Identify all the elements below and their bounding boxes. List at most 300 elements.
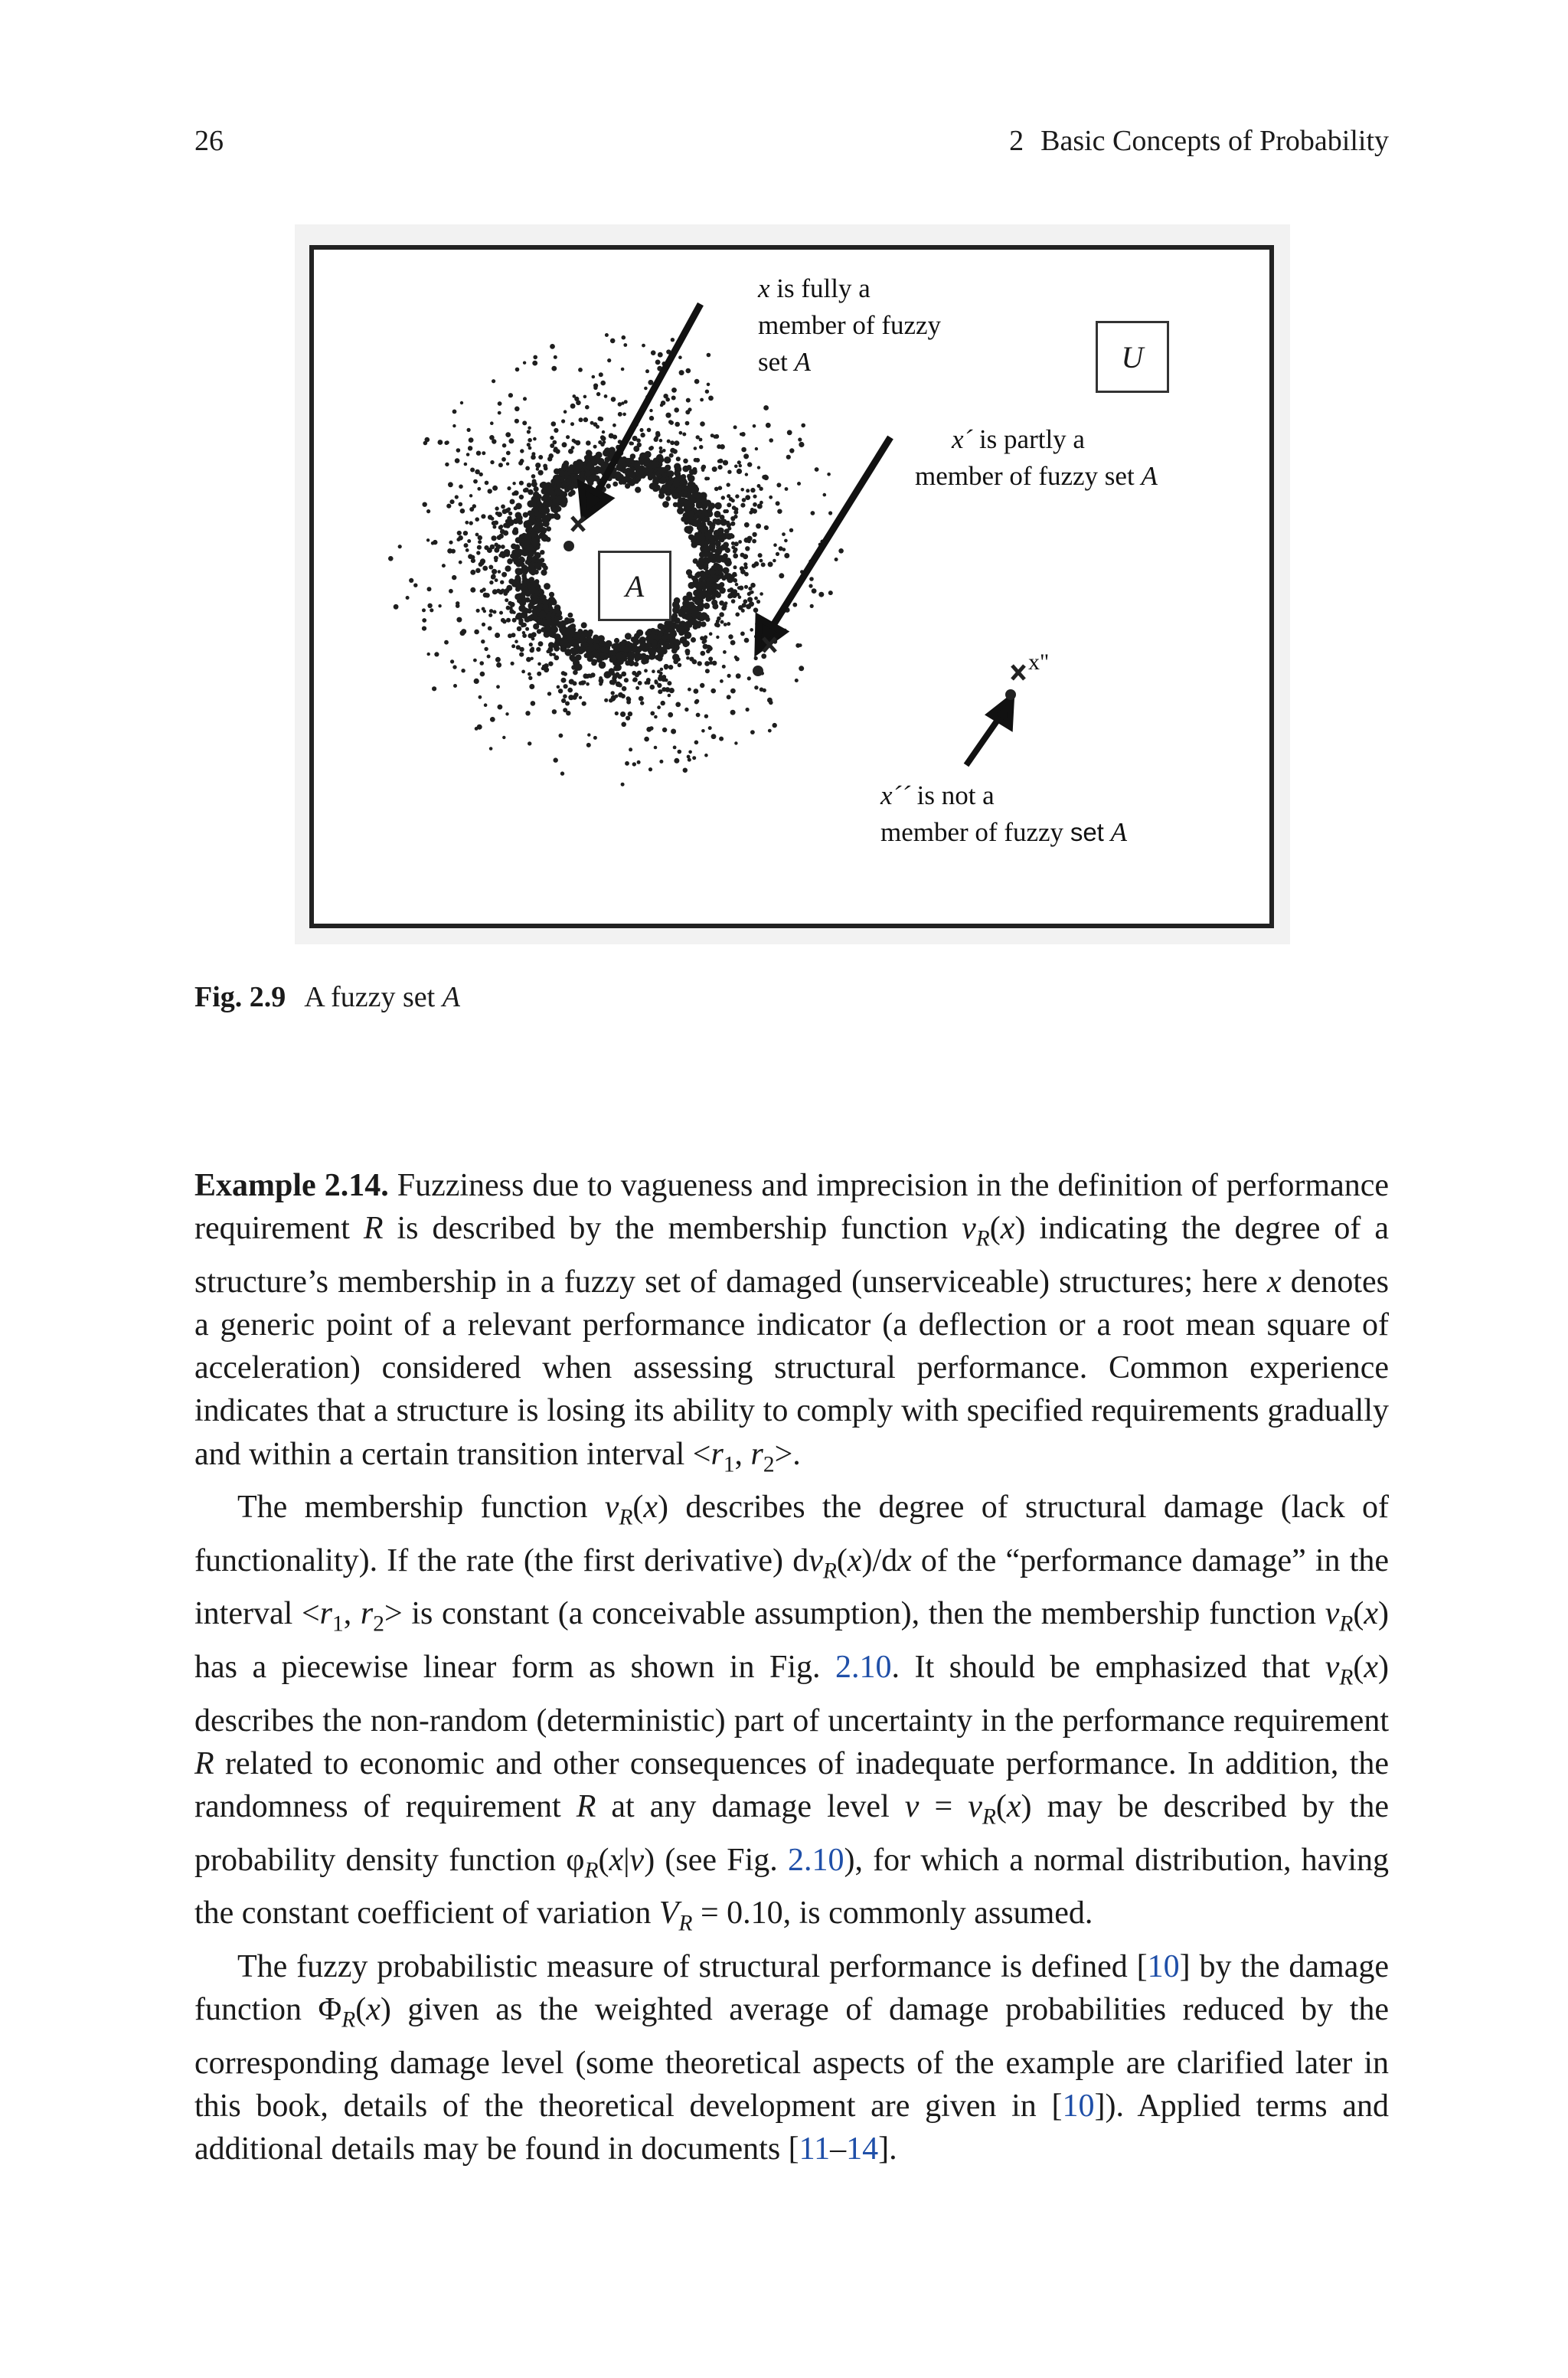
stipple-dot: [500, 581, 504, 584]
stipple-dot: [543, 499, 549, 505]
stipple-dot: [593, 736, 597, 740]
stipple-dot: [699, 438, 703, 442]
stipple-dot: [475, 727, 479, 731]
stipple-dot: [517, 598, 522, 603]
stipple-dot: [632, 677, 637, 682]
stipple-dot: [754, 561, 760, 567]
stipple-dot: [750, 628, 753, 632]
stipple-dot: [522, 576, 528, 581]
stipple-dot: [388, 556, 394, 561]
stipple-dot: [694, 379, 700, 384]
stipple-dot: [492, 569, 497, 574]
stipple-dot: [498, 705, 503, 710]
stipple-dot: [658, 352, 663, 358]
stipple-dot: [694, 446, 697, 450]
ref-10[interactable]: 10: [1147, 1948, 1180, 1984]
stipple-dot: [687, 755, 691, 759]
stipple-dot: [635, 686, 639, 690]
stipple-dot: [599, 372, 603, 377]
stipple-dot: [685, 421, 690, 426]
stipple-dot: [694, 689, 699, 694]
ref-14[interactable]: 14: [846, 2131, 879, 2167]
stipple-dot: [669, 644, 675, 649]
stipple-dot: [519, 495, 524, 499]
stipple-dot: [513, 527, 518, 532]
stipple-dot: [719, 737, 724, 741]
stipple-dot: [704, 715, 708, 718]
stipple-dot: [727, 594, 732, 599]
stipple-dot: [768, 561, 773, 567]
stipple-dot: [488, 626, 492, 631]
stipple-dot: [498, 570, 501, 574]
stipple-dot: [707, 477, 710, 481]
stipple-dot: [725, 509, 729, 513]
stipple-dot: [422, 618, 426, 623]
stipple-dot: [743, 562, 747, 566]
stipple-dot: [652, 669, 655, 673]
stipple-dot: [522, 420, 527, 425]
stipple-dot: [611, 672, 615, 675]
stipple-dot: [637, 443, 642, 447]
stipple-dot: [652, 461, 658, 468]
stipple-dot: [585, 470, 591, 476]
stipple-dot: [499, 611, 503, 615]
stipple-dot: [550, 344, 555, 349]
ref-11[interactable]: 11: [799, 2131, 831, 2167]
stipple-dot: [510, 499, 515, 505]
stipple-dot: [668, 694, 671, 698]
stipple-dot: [559, 470, 565, 476]
stipple-dot: [727, 695, 731, 699]
stipple-dot: [514, 407, 520, 412]
stipple-dot: [691, 620, 695, 625]
stipple-dot: [694, 492, 701, 499]
stipple-dot: [478, 540, 482, 544]
stipple-dot: [553, 513, 559, 519]
stipple-dot: [470, 587, 475, 593]
stipple-dot: [515, 568, 522, 575]
stipple-dot: [700, 683, 704, 688]
chapter-number: 2: [1009, 125, 1024, 157]
stipple-dot: [721, 496, 725, 499]
stipple-dot: [634, 662, 639, 667]
stipple-dot: [529, 684, 534, 689]
stipple-dot: [442, 564, 446, 568]
link-fig-2-10-b[interactable]: 2.10: [787, 1842, 844, 1878]
stipple-dot: [762, 475, 766, 479]
stipple-dot: [729, 587, 733, 592]
stipple-dot: [519, 481, 524, 486]
set-a-label-box: A: [598, 551, 671, 621]
stipple-dot: [531, 609, 537, 615]
stipple-dot: [547, 692, 551, 695]
stipple-dot: [450, 659, 454, 663]
stipple-dot: [657, 630, 663, 636]
stipple-dot: [623, 646, 629, 653]
stipple-dot: [492, 525, 496, 529]
stipple-dot: [753, 424, 756, 428]
stipple-dot: [507, 558, 513, 564]
stipple-dot: [672, 601, 679, 608]
stipple-dot: [687, 595, 692, 600]
stipple-dot: [753, 607, 759, 613]
stipple-dot: [452, 424, 456, 427]
stipple-dot: [456, 448, 461, 453]
stipple-dot: [755, 447, 758, 450]
stipple-dot: [490, 717, 495, 722]
stipple-dot: [709, 577, 715, 583]
stipple-dot: [488, 565, 493, 570]
stipple-dot: [835, 558, 838, 561]
stipple-dot: [508, 601, 512, 606]
stipple-dot: [747, 676, 751, 680]
stipple-dot: [704, 661, 710, 666]
stipple-dot: [614, 643, 621, 649]
stipple-dot: [573, 634, 580, 640]
stipple-dot: [489, 609, 493, 613]
stipple-dot: [544, 631, 550, 638]
stipple-dot: [694, 598, 701, 605]
stipple-dot: [714, 487, 719, 492]
stipple-dot: [518, 549, 523, 554]
stipple-dot: [501, 545, 505, 549]
stipple-dot: [533, 437, 537, 441]
stipple-dot: [495, 506, 498, 510]
stipple-dot: [727, 470, 731, 474]
stipple-dot: [490, 545, 495, 550]
stipple-dot: [686, 569, 692, 575]
stipple-dot: [651, 350, 656, 355]
stipple-dot: [768, 729, 772, 733]
stipple-dot: [610, 339, 616, 344]
stipple-dot: [655, 433, 660, 437]
stipple-dot: [607, 672, 612, 677]
stipple-dot: [769, 701, 773, 705]
stipple-dot: [561, 419, 565, 423]
stipple-dot: [644, 387, 648, 391]
stipple-dot: [734, 656, 738, 659]
stipple-dot: [724, 623, 727, 626]
stipple-dot: [686, 602, 693, 609]
stipple-dot: [550, 436, 554, 440]
stipple-dot: [449, 589, 453, 594]
link-fig-2-10[interactable]: 2.10: [835, 1649, 892, 1685]
stipple-dot: [502, 620, 507, 624]
stipple-dot: [721, 606, 727, 611]
stipple-dot: [489, 581, 493, 584]
stipple-dot: [477, 487, 481, 491]
stipple-dot: [446, 504, 451, 509]
stipple-dot: [460, 630, 466, 636]
stipple-dot: [586, 743, 591, 747]
stipple-dot: [708, 396, 714, 401]
stipple-dot: [621, 783, 625, 787]
stipple-dot: [583, 417, 588, 422]
stipple-dot: [622, 335, 626, 340]
stipple-dot: [593, 384, 598, 388]
stipple-dot: [599, 676, 603, 680]
stipple-dot: [612, 482, 618, 487]
stipple-dot: [551, 366, 557, 371]
stipple-dot: [714, 555, 721, 562]
stipple-dot: [697, 581, 704, 587]
stipple-dot: [512, 618, 517, 623]
stipple-dot: [661, 486, 668, 492]
stipple-dot: [735, 583, 739, 587]
stipple-dot: [568, 613, 573, 618]
figure-fuzzy-set: [295, 224, 1290, 944]
stipple-dot: [637, 761, 641, 764]
stipple-dot: [782, 532, 786, 536]
stipple-dot: [776, 482, 781, 487]
running-head: [1009, 124, 1389, 158]
stipple-dot: [527, 482, 531, 487]
stipple-dot: [644, 669, 648, 672]
stipple-dot: [534, 511, 541, 517]
stipple-dot: [548, 662, 553, 666]
stipple-dot: [561, 631, 567, 636]
stipple-dot: [586, 463, 593, 469]
stipple-dot: [718, 486, 723, 490]
stipple-dot: [505, 712, 508, 715]
stipple-dot: [587, 733, 590, 736]
stipple-dot: [789, 448, 794, 453]
stipple-dot: [692, 467, 697, 472]
stipple-dot: [750, 583, 756, 588]
stipple-dot: [808, 584, 812, 588]
stipple-dot: [466, 548, 469, 552]
stipple-dot: [636, 438, 641, 443]
stipple-dot: [704, 516, 710, 522]
stipple-dot: [511, 553, 516, 558]
stipple-dot: [490, 421, 494, 425]
stipple-dot: [671, 729, 676, 734]
stipple-dot: [460, 509, 466, 514]
stipple-dot: [473, 479, 478, 484]
stipple-dot: [731, 599, 736, 603]
stipple-dot: [632, 647, 637, 653]
stipple-dot: [482, 566, 488, 571]
stipple-dot: [760, 688, 764, 692]
stipple-dot: [616, 653, 622, 659]
stipple-dot: [495, 512, 499, 515]
stipple-dot: [512, 579, 518, 584]
stipple-dot: [554, 656, 559, 661]
stipple-dot: [753, 509, 756, 513]
stipple-dot: [668, 712, 673, 718]
stipple-dot: [474, 630, 479, 635]
stipple-dot: [515, 512, 522, 518]
stipple-dot: [524, 533, 531, 540]
stipple-dot: [708, 656, 713, 661]
stipple-dot: [707, 353, 711, 358]
stipple-dot: [509, 609, 514, 613]
stipple-dot: [716, 620, 720, 623]
stipple-dot: [496, 589, 501, 594]
stipple-dot: [710, 548, 716, 553]
stipple-dot: [502, 443, 507, 448]
stipple-dot: [659, 446, 663, 450]
stipple-dot: [700, 398, 704, 402]
stipple-dot: [476, 609, 480, 613]
stipple-dot: [604, 456, 610, 463]
stipple-dot: [475, 533, 479, 537]
stipple-dot: [624, 678, 629, 682]
stipple-dot: [638, 681, 642, 685]
stipple-dot: [686, 368, 691, 374]
stipple-dot: [495, 543, 498, 547]
stipple-dot: [519, 647, 524, 652]
stipple-dot: [452, 410, 457, 414]
stipple-dot: [522, 631, 525, 634]
stipple-dot: [718, 459, 723, 463]
stipple-dot: [716, 530, 722, 536]
stipple-dot: [578, 368, 583, 372]
stipple-dot: [635, 487, 641, 493]
stipple-dot: [651, 630, 657, 636]
stipple-dot: [752, 532, 756, 537]
stipple-dot: [497, 535, 501, 540]
stipple-dot: [583, 395, 587, 399]
stipple-dot: [563, 694, 567, 698]
stipple-dot: [708, 726, 712, 730]
stipple-dot: [600, 435, 605, 440]
stipple-dot: [560, 620, 567, 627]
stipple-dot: [645, 451, 652, 458]
stipple-dot: [487, 655, 491, 659]
stipple-dot: [620, 711, 626, 717]
stipple-dot: [673, 746, 677, 750]
stipple-dot: [538, 470, 544, 476]
stipple-dot: [528, 551, 534, 557]
stipple-dot: [754, 597, 758, 600]
point-x-prime-dot: [753, 666, 763, 676]
stipple-dot: [773, 559, 776, 563]
stipple-dot: [683, 641, 689, 647]
stipple-dot: [695, 534, 701, 540]
stipple-dot: [531, 474, 536, 479]
stipple-dot: [528, 676, 532, 680]
stipple-dot: [438, 440, 443, 445]
stipple-dot: [692, 756, 696, 760]
stipple-dot: [719, 582, 724, 587]
stipple-dot: [529, 643, 533, 646]
label-x-double-prime-not-member: x´´ is not a member of fuzzy set A: [880, 780, 1127, 847]
stipple-dot: [694, 700, 699, 705]
stipple-dot: [573, 440, 577, 444]
stipple-dot: [515, 537, 521, 543]
stipple-dot: [785, 487, 789, 491]
stipple-dot: [546, 526, 551, 532]
stipple-dot: [584, 632, 590, 637]
stipple-dot: [818, 592, 824, 597]
stipple-dot: [746, 489, 750, 492]
stipple-dot: [485, 546, 488, 550]
ref-10-b[interactable]: 10: [1062, 2088, 1095, 2124]
stipple-dot: [827, 473, 831, 476]
stipple-dot: [532, 539, 538, 545]
stipple-dot: [563, 460, 569, 466]
stipple-dot: [639, 696, 644, 702]
example-label: Example 2.14.: [194, 1168, 389, 1203]
caption-set: A: [442, 981, 460, 1013]
stipple-dot: [563, 640, 569, 646]
stipple-dot: [688, 751, 692, 754]
stipple-dot: [704, 603, 710, 609]
stipple-dot: [621, 722, 626, 728]
stipple-dot: [659, 439, 663, 443]
stipple-dot: [630, 442, 634, 446]
stipple-dot: [688, 486, 695, 493]
stipple-dot: [524, 617, 531, 623]
stipple-dot: [741, 609, 745, 613]
stipple-dot: [738, 595, 742, 599]
stipple-dot: [444, 640, 449, 645]
stipple-dot: [615, 711, 619, 715]
stipple-dot: [684, 708, 688, 711]
stipple-dot: [485, 481, 489, 486]
stipple-dot: [743, 599, 748, 603]
stipple-dot: [828, 590, 833, 595]
stipple-dot: [488, 613, 492, 617]
stipple-dot: [449, 499, 454, 504]
stipple-dot: [692, 519, 698, 525]
stipple-dot: [544, 667, 549, 672]
stipple-dot: [495, 633, 500, 638]
stipple-dot: [463, 531, 468, 535]
stipple-dot: [607, 358, 611, 362]
stipple-dot: [478, 535, 482, 540]
stipple-dot: [710, 689, 716, 694]
stipple-dot: [700, 636, 704, 641]
stipple-dot: [532, 361, 537, 366]
stipple-dot: [732, 572, 736, 576]
stipple-dot: [697, 587, 702, 592]
stipple-dot: [679, 370, 684, 375]
stipple-dot: [521, 670, 525, 674]
stipple-dot: [661, 401, 665, 405]
stipple-dot: [469, 494, 472, 497]
stipple-dot: [574, 397, 579, 401]
stipple-dot: [550, 443, 554, 448]
stipple-dot: [665, 687, 671, 692]
stipple-dot: [588, 654, 593, 659]
stipple-dot: [747, 462, 752, 466]
stipple-dot: [643, 658, 648, 663]
stipple-dot: [511, 633, 516, 637]
stipple-dot: [586, 440, 591, 446]
stipple-dot: [662, 728, 667, 732]
stipple-dot: [678, 626, 684, 633]
stipple-dot: [562, 442, 567, 447]
stipple-dot: [733, 425, 737, 429]
stipple-dot: [406, 596, 410, 600]
stipple-dot: [495, 578, 498, 582]
stipple-dot: [605, 640, 612, 647]
page-number: 26: [194, 125, 224, 157]
stipple-dot: [479, 661, 484, 666]
stipple-dot: [690, 535, 695, 541]
stipple-dot: [554, 355, 557, 359]
stipple-dot: [573, 656, 579, 662]
stipple-dot: [720, 515, 725, 520]
stipple-dot: [648, 473, 654, 478]
stipple-dot: [498, 411, 501, 415]
stipple-dot: [674, 440, 679, 446]
stipple-dot: [721, 533, 728, 540]
stipple-dot: [766, 423, 771, 428]
stipple-dot: [581, 622, 587, 628]
